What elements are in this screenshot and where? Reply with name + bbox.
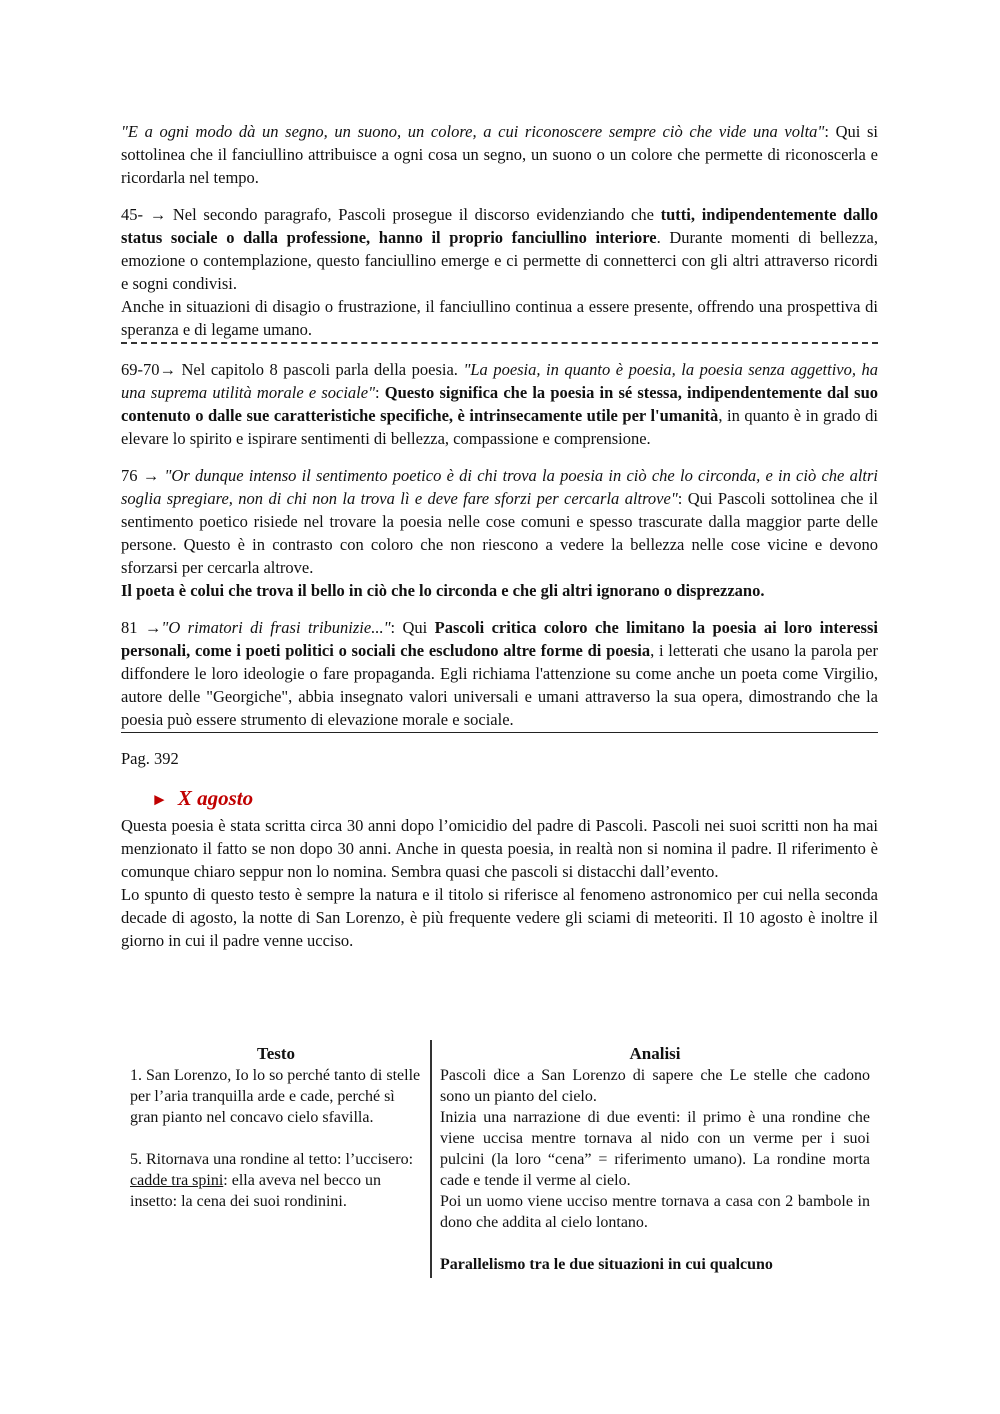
stanza-1: 1. San Lorenzo, Io lo so perché tanto di stelle per l’aria tranquilla arde e cade, perché sì gran pianto nel concavo cielo sfavilla.	[130, 1067, 421, 1126]
quote: "E a ogni modo dà un segno, un suono, un colore, a cui riconoscere sempre ciò che vide una volta"	[121, 122, 825, 141]
paragraph-69-70	[121, 358, 878, 450]
text: : Qui si sottolinea che il fanciullino attribuisce a ogni cosa un segno, un suono o un colore che permette di riconoscerla e ricordarla nel tempo.	[121, 122, 878, 187]
bold-text: Questo significa che la poesia in sé stessa, indipendentemente dal suo contenuto o dalle sue caratteristiche specifiche, è intrinsecamente utile per l'umanità	[121, 383, 878, 425]
page-reference: Pag. 392	[121, 749, 179, 768]
text: : Qui	[390, 618, 435, 637]
text: . Durante momenti di bellezza, emozione o contemplazione, questo fanciullino emerge e ci permette di connetterci con gli altri attraverso ricordi e sogni condivisi.	[121, 228, 878, 293]
analysis-4	[440, 1254, 870, 1275]
text: :	[375, 383, 385, 402]
text: 76 →	[121, 466, 165, 485]
paragraph-fanciullino-segno	[121, 120, 878, 189]
bold-text: Pascoli critica coloro che limitano la poesia ai loro interessi personali, come i poeti politici o sociali che escludono altre forme di poesia	[121, 618, 878, 660]
table-column-analisi	[440, 1040, 870, 1275]
analysis-2: Inizia una narrazione di due eventi: il primo è una rondine che viene uccisa mentre tornava al nido con un verme per i suoi pulcini (la loro “cena” = riferimento umano). La rondine morta cade e tende il verme al cielo.	[440, 1109, 870, 1189]
paragraph-poeta	[121, 579, 878, 602]
section-title: X agosto	[177, 786, 254, 810]
quote: "La poesia, in quanto è poesia, la poesia senza aggettivo, ha una suprema utilità morale e sociale"	[121, 360, 878, 402]
analysis-table	[130, 1040, 870, 1278]
bold-text: Parallelismo tra le due situazioni in cui qualcuno	[440, 1256, 773, 1273]
quote: "Or dunque intenso il sentimento poetico è di chi trova la poesia in ciò che lo circonda, e in ciò che altri soglia spregiare, non di chi non la trova lì e deve fare sforzi per cercarla altrove"	[121, 466, 878, 508]
column-divider	[430, 1040, 432, 1278]
intro-paragraph-1: Questa poesia è stata scritta circa 30 anni dopo l’omicidio del padre di Pascoli. Pascoli nei suoi scritti non ha mai menzionato il fatto se non dopo 30 anni. Anche in questa poesia, in realtà non si nomina il padre. Il riferimento è comunque chiaro seppur non lo nomina. Sembra quasi che pascoli si distacchi dall’evento.	[121, 816, 878, 881]
paragraph-disagio: Anche in situazioni di disagio o frustrazione, il fanciullino continua a essere presente, offrendo una prospettiva di speranza e di legame umano.	[121, 297, 878, 339]
text: 45- → Nel secondo paragrafo, Pascoli prosegue il discorso evidenziando che	[121, 205, 661, 224]
solid-divider	[121, 616, 878, 733]
text: : ella aveva nel becco un insetto: la cena dei suoi rondinini.	[130, 1172, 381, 1210]
spacer	[440, 1233, 870, 1254]
stanza-5	[130, 1149, 422, 1212]
text: 69-70→ Nel capitolo 8 pascoli parla della poesia.	[121, 360, 464, 379]
intro-paragraph-2: Lo spunto di questo testo è sempre la natura e il titolo si riferisce al fenomeno astronomico per cui nella seconda decade di agosto, la notte di San Lorenzo, è più frequente vedere gli sciami di meteoriti. Il 10 agosto è inoltre il giorno in cui il padre venne ucciso.	[121, 885, 878, 950]
table-column-testo	[130, 1040, 422, 1212]
analysis-1: Pascoli dice a San Lorenzo di sapere che Le stelle che cadono sono un pianto del cielo.	[440, 1067, 870, 1105]
paragraph-76	[121, 464, 878, 579]
paragraph-81	[121, 616, 878, 731]
bold-text: tutti, indipendentemente dallo status sociale o dalla professione, hanno il proprio fanciullino interiore	[121, 205, 878, 247]
quote: "O rimatori di frasi tribunizie..."	[161, 618, 391, 637]
underlined-text: cadde tra spini	[130, 1172, 224, 1189]
text: , i letterati che usano la parola per diffondere le loro ideologie o fare propaganda. Egli richiama l'attenzione su come anche un poeta come Virgilio, autore delle "Georgiche", abbia insegnato valori universali e umani attraverso la sua opera, dimostrando che la poesia può essere strumento di elevazione morale e sociale.	[121, 641, 878, 729]
column-header-analisi: Analisi	[629, 1044, 681, 1063]
text: 5. Ritornava una rondine al tetto: l’uccisero:	[130, 1151, 414, 1168]
spacer	[130, 1128, 422, 1149]
bold-text: Il poeta è colui che trova il bello in ciò che lo circonda e che gli altri ignorano o disprezzano.	[121, 581, 765, 600]
text: , in quanto è in grado di elevare lo spirito e ispirare sentimenti di bellezza, compassione e comprensione.	[121, 406, 878, 448]
section-heading	[151, 784, 878, 812]
dashed-divider	[121, 295, 878, 344]
text: 81 →	[121, 618, 162, 637]
triangle-marker-icon: ►	[151, 790, 168, 809]
column-header-testo: Testo	[256, 1044, 296, 1063]
analysis-3: Poi un uomo viene ucciso mentre tornava a casa con 2 bambole in dono che addita al cielo lontano.	[440, 1193, 870, 1231]
text: : Qui Pascoli sottolinea che il sentimento poetico risiede nel trovare la poesia nelle cose comuni e spesso trascurate dalla maggior parte delle persone. Questo è in contrasto con coloro che non riescono a vedere la bellezza nelle cose vicine e devono sforzarsi per cercarla altrove.	[121, 489, 878, 577]
paragraph-45	[121, 203, 878, 295]
document-body	[121, 120, 878, 952]
